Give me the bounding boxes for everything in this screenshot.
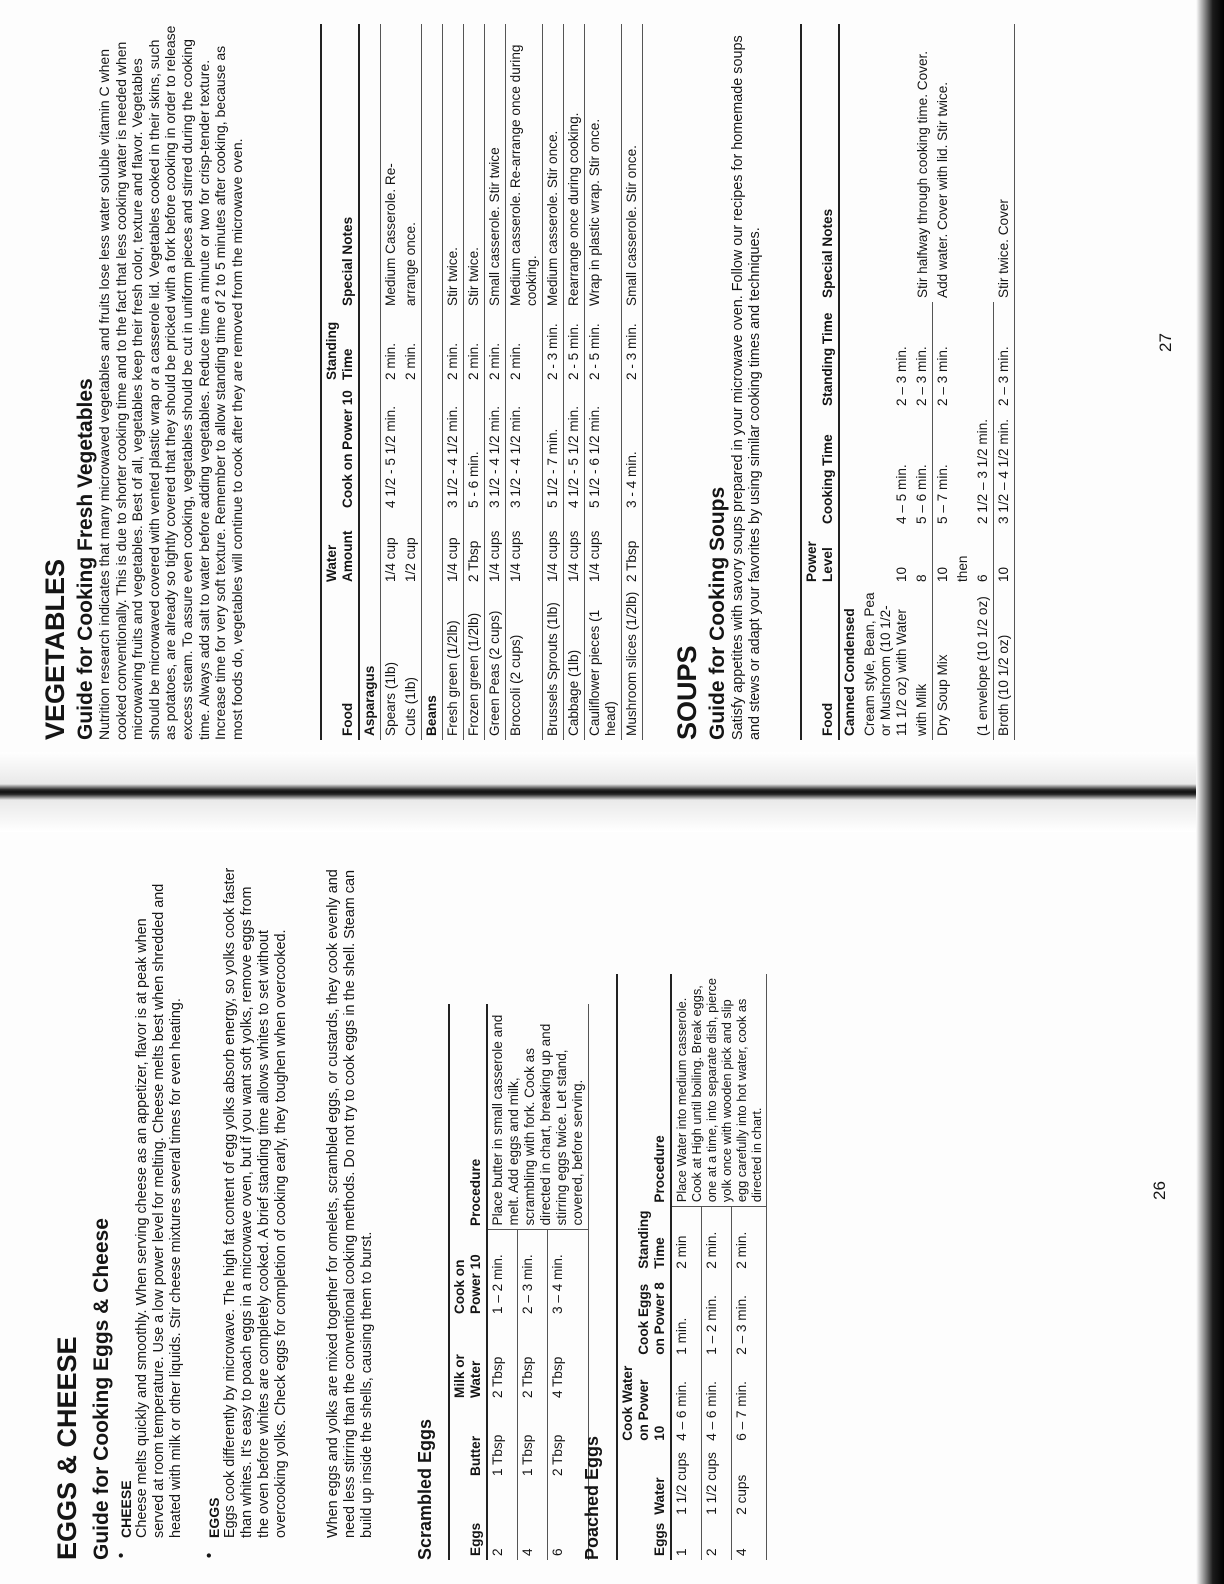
table-row xyxy=(443,24,464,740)
cell: 5 – 7 min. xyxy=(935,464,950,524)
cell: Fresh green (1/2lb) xyxy=(443,586,464,740)
cheese-heading: CHEESE xyxy=(118,1480,134,1538)
col-header: Standing Time xyxy=(617,1207,671,1273)
cell: 1/4 cups xyxy=(543,512,564,586)
col-header: Eggs xyxy=(449,1480,487,1560)
procedure-cell: Place butter in small casserole and melt. Add eggs and milk, scrambling with fork. Cook as directed in chart, breaking up and stirring eggs twice. Let stand, covered, before serving. xyxy=(487,1004,589,1230)
book-binding xyxy=(0,752,1224,832)
soups-intro: Satisfy appetites with savory soups prepared in your microwave oven. Follow our recipes for homemade soups and stews or adapt your favorites by using similar cooking times and techniques. xyxy=(730,35,763,740)
group-label: Canned Condensed xyxy=(842,608,857,736)
cell: 6 – 7 min. xyxy=(732,1359,767,1445)
cell: Mushroom slices (1/2lb) xyxy=(622,586,643,740)
cell: then xyxy=(955,555,970,582)
cell: 1 min. xyxy=(671,1273,702,1359)
col-header: Food xyxy=(801,586,839,740)
cell: 2 Tbsp xyxy=(464,512,485,586)
cell: Cauliflower pieces (1 head) xyxy=(585,586,622,740)
cell: 2 min. xyxy=(401,310,422,384)
col-header: Cook on Power 10 xyxy=(449,1230,487,1318)
cell: Medium casserole. Stir once. xyxy=(543,24,564,310)
cell: Cabbage (1lb) xyxy=(564,586,585,740)
cell: 2 min. xyxy=(506,310,543,384)
cell: Broccoli (2 cups) xyxy=(506,586,543,740)
cell: 2 min. xyxy=(702,1207,732,1273)
col-header: Special Notes xyxy=(801,24,839,302)
cell: with Milk xyxy=(912,586,933,740)
cell: 10 xyxy=(994,528,1015,586)
cell: 1 1/2 cups xyxy=(702,1445,732,1519)
cell: 2 – 3 min. xyxy=(994,302,1015,410)
cell: 2 min. xyxy=(443,310,464,384)
page-vegetables-soups xyxy=(0,0,1224,752)
col-header: Water xyxy=(617,1445,671,1519)
cell: 2 Tbsp xyxy=(548,1402,589,1480)
cell: 2 Tbsp xyxy=(622,512,643,586)
cell: 1 Tbsp xyxy=(487,1402,518,1480)
cell: 1 – 2 min. xyxy=(702,1273,732,1359)
cell: 8 xyxy=(912,528,933,586)
cell: 1/4 cup xyxy=(443,512,464,586)
cell: 5 1/2 - 7 min. xyxy=(543,384,564,512)
col-header: Standing Time xyxy=(321,310,359,384)
cell: Green Peas (2 cups) xyxy=(485,586,506,740)
table-row xyxy=(464,24,485,740)
cell: 2 1/2 – 3 1/2 min. xyxy=(973,410,994,528)
scrambled-eggs-table xyxy=(448,1004,589,1560)
table-row xyxy=(994,24,1015,740)
cell: 3 - 4 min. xyxy=(622,384,643,512)
cell: 5 1/2 - 6 1/2 min. xyxy=(585,384,622,512)
guide-title: Guide for Cooking Eggs & Cheese xyxy=(90,1218,113,1560)
cell: Cuts (1lb) xyxy=(401,586,422,740)
cell: 1 – 2 min. xyxy=(487,1230,518,1318)
cell: 3 1/2 - 4 1/2 min. xyxy=(485,384,506,512)
cell: Small casserole. Stir twice xyxy=(485,24,506,310)
col-header: Cook on Power 10 xyxy=(321,384,359,512)
poached-eggs-table xyxy=(616,974,767,1560)
cell: Cream style, Bean, Pea or Mushroom (10 1/2- 11 1/2 oz) with Water xyxy=(862,592,909,736)
col-header: Procedure xyxy=(617,974,671,1207)
cell: Broth (10 1/2 oz) xyxy=(994,586,1015,740)
cell: Stir twice. xyxy=(464,24,485,310)
cell: 2 cups xyxy=(732,1445,767,1519)
cell: 10 xyxy=(935,566,950,582)
col-header: Cooking Time xyxy=(801,410,839,528)
group-label: Asparagus xyxy=(359,24,381,740)
col-header: Water Amount xyxy=(321,512,359,586)
cell: 1 1/2 cups xyxy=(671,1445,702,1519)
cell: 2 min. xyxy=(383,342,398,380)
table-row xyxy=(933,24,954,740)
cell: Add water. Cover with lid. Stir twice. xyxy=(934,81,950,298)
col-header: Food xyxy=(321,586,359,740)
table-row xyxy=(401,24,422,740)
scrambled-title: Scrambled Eggs xyxy=(415,1418,435,1560)
group-row xyxy=(422,24,443,740)
cell: 6 xyxy=(548,1480,589,1560)
cell: 2 - 5 min. xyxy=(564,310,585,384)
cell: 2 min. xyxy=(464,310,485,384)
cell: 2 min. xyxy=(485,310,506,384)
cell: 1/4 cups xyxy=(585,512,622,586)
cell: Stir halfway through cooking time. Cover. xyxy=(914,50,930,298)
cell: 4 1/2 - 5 1/2 min. xyxy=(564,384,585,512)
bullet-icon: • xyxy=(202,1552,218,1558)
cell: 3 1/2 - 4 1/2 min. xyxy=(506,384,543,512)
cell: 1/4 cups xyxy=(564,512,585,586)
col-header: Cook Eggs on Power 8 xyxy=(617,1273,671,1359)
soups-title: SOUPS xyxy=(672,645,702,740)
cell: 2 – 3 min. xyxy=(912,302,933,410)
cell: 1/2 cup xyxy=(401,512,422,586)
cell: 2 – 3 min. xyxy=(732,1273,767,1359)
cell: 4 – 5 min. xyxy=(894,464,909,524)
vegetables-table xyxy=(320,24,643,740)
cell: Frozen green (1/2lb) xyxy=(464,586,485,740)
col-header: Standing Time xyxy=(801,302,839,410)
bullet-icon: • xyxy=(114,1552,130,1558)
cell: 2 - 5 min. xyxy=(585,310,622,384)
cell: 4 – 6 min. xyxy=(671,1359,702,1445)
cell: 2 Tbsp xyxy=(518,1318,548,1402)
cell: 2 - 3 min. xyxy=(543,310,564,384)
group-label: Beans xyxy=(422,24,443,740)
cell: Medium Casserole. Re- xyxy=(383,163,398,306)
cell: 4 – 6 min. xyxy=(702,1359,732,1445)
cell: 1 xyxy=(671,1519,702,1560)
cell: 10 xyxy=(894,566,909,582)
cell: 2 xyxy=(487,1480,518,1560)
cell xyxy=(401,384,422,512)
cheese-text: Cheese melts quickly and smoothly. When serving cheese as an appetizer, flavor is at peak when served at room temperature. Use a low power level for melting. Cheese melts best when shredded and heated with milk or other liquids. Stir cheese mixtures several times for even heating. xyxy=(134,883,184,1538)
col-header: Special Notes xyxy=(321,24,359,310)
guide-title: Guide for Cooking Fresh Vegetables xyxy=(74,378,97,740)
cell: 5 – 6 min. xyxy=(912,410,933,528)
cell: Small casserole. Stir once. xyxy=(622,24,643,310)
cell: 2 Tbsp xyxy=(487,1318,518,1402)
table-row xyxy=(622,24,643,740)
cell: 4 xyxy=(518,1480,548,1560)
cell: Stir twice. Cover xyxy=(994,24,1015,302)
col-header: Procedure xyxy=(449,1004,487,1230)
table-row xyxy=(860,24,912,740)
group-row xyxy=(359,24,381,740)
cell: 3 – 4 min. xyxy=(548,1230,589,1318)
cell: 2 - 3 min. xyxy=(622,310,643,384)
page-eggs-cheese xyxy=(0,832,1224,1584)
cell: 2 min. xyxy=(732,1207,767,1273)
table-row xyxy=(485,24,506,740)
cell: Medium casserole. Re-arrange once during cooking. xyxy=(506,24,543,310)
table-row xyxy=(564,24,585,740)
cell: 2 xyxy=(702,1519,732,1560)
col-header: Eggs xyxy=(617,1519,671,1560)
cell: (1 envelope (10 1/2 oz) xyxy=(973,586,994,740)
cell: arrange once. xyxy=(401,24,422,310)
soups-guide-title: Guide for Cooking Soups xyxy=(706,486,729,740)
cell: 1/4 cup xyxy=(383,537,398,582)
cell: 3 1/2 – 4 1/2 min. xyxy=(994,410,1015,528)
cell: 2 – 3 min. xyxy=(894,346,909,406)
cell: Spears (1lb) xyxy=(383,661,398,736)
cell: Stir twice. xyxy=(443,24,464,310)
table-row xyxy=(585,24,622,740)
cell: 6 xyxy=(973,528,994,586)
table-row xyxy=(506,24,543,740)
col-header: Butter xyxy=(449,1402,487,1480)
col-header: Power Level xyxy=(801,528,839,586)
cell: 4 Tbsp xyxy=(548,1318,589,1402)
cell: 1 Tbsp xyxy=(518,1402,548,1480)
table-row xyxy=(543,24,564,740)
cell: 2 – 3 min. xyxy=(518,1230,548,1318)
cell: 2 min xyxy=(671,1207,702,1273)
cell: 2 – 3 min. xyxy=(935,346,950,406)
cell: 3 1/2 - 4 1/2 min. xyxy=(443,384,464,512)
cell: 1/4 cups xyxy=(485,512,506,586)
cell: Wrap in plastic wrap. Stir once. xyxy=(585,24,622,310)
procedure-cell: Place Water into medium casserole. Cook at High until boiling. Break eggs, one at a time, into separate dish, pierce yolk once with wooden pick and slip egg carefully into hot water, cook as directed in chart. xyxy=(671,974,767,1207)
eggs-text-2: When eggs and yolks are mixed together for omelets, scrambled eggs, or custards, they cook evenly and need less stirring than the conventional cooking methods. Do not try to cook eggs in the shell. Steam can build up inside the shells, causing them to burst. xyxy=(325,869,375,1538)
cell: 4 1/2 - 5 1/2 min. xyxy=(383,405,398,508)
cell: 1/4 cups xyxy=(506,512,543,586)
vegetables-intro: Nutrition research indicates that many microwaved vegetables and fruits lose less water soluble vitamin C when cooked conventionally. This is due to shorter cooking time and to the fact that less cooking water is needed when microwaving fruits and vegetables. Best of all, vegetables keep their fresh color, texture and flavor. Vegetables should be microwaved covered with vented plastic wrap or a casserole lid. Vegetables cooked in their skins, such as potatoes, are already so tightly covered that they should be pricked with a fork before cooking in order to release excess steam. To assure even cooking, vegetables should be cut in uniform pieces and stirred during the cooking time. Always add salt to water before adding vegetables. Reduce time a minute or two for crisp-tender texture. Increase time for very soft texture. Remember to allow standing time of 2 to 5 minutes after cooking, because as most foods do, vegetables will continue to cook after they are removed from the microwave oven. xyxy=(96,25,245,740)
cell: Rearrange once during cooking. xyxy=(564,24,585,310)
page-number: 27 xyxy=(1156,333,1175,352)
col-header: Cook Water on Power 10 xyxy=(617,1359,671,1445)
group-row xyxy=(839,24,860,740)
table-row xyxy=(487,1004,518,1560)
col-header: Milk or Water xyxy=(449,1318,487,1402)
soups-table xyxy=(800,24,1015,740)
page-title: VEGETABLES xyxy=(40,558,70,740)
eggs-text-1: Eggs cook differently by microwave. The high fat content of egg yolks absorb energy, so yolks cook faster than whites. It's easy to poach eggs in a microwave oven, but if you want soft yolks, remove eggs from the oven before whites are completely cooked. A brief standing time allows whites to set without overcooking yolks. Check eggs for completion of cooking early, they toughen when overcooked. xyxy=(222,867,289,1538)
page-number: 26 xyxy=(1150,1181,1169,1200)
table-row xyxy=(381,24,402,740)
cell: 4 xyxy=(732,1519,767,1560)
cell: 5 - 6 min. xyxy=(464,384,485,512)
eggs-heading: EGGS xyxy=(206,1497,222,1538)
table-row xyxy=(671,974,702,1560)
cell: Dry Soup Mix xyxy=(935,654,950,736)
cell: Brussels Sprouts (1lb) xyxy=(543,586,564,740)
page-title: EGGS & CHEESE xyxy=(52,1336,82,1560)
poached-title: Poached Eggs xyxy=(582,1435,602,1560)
